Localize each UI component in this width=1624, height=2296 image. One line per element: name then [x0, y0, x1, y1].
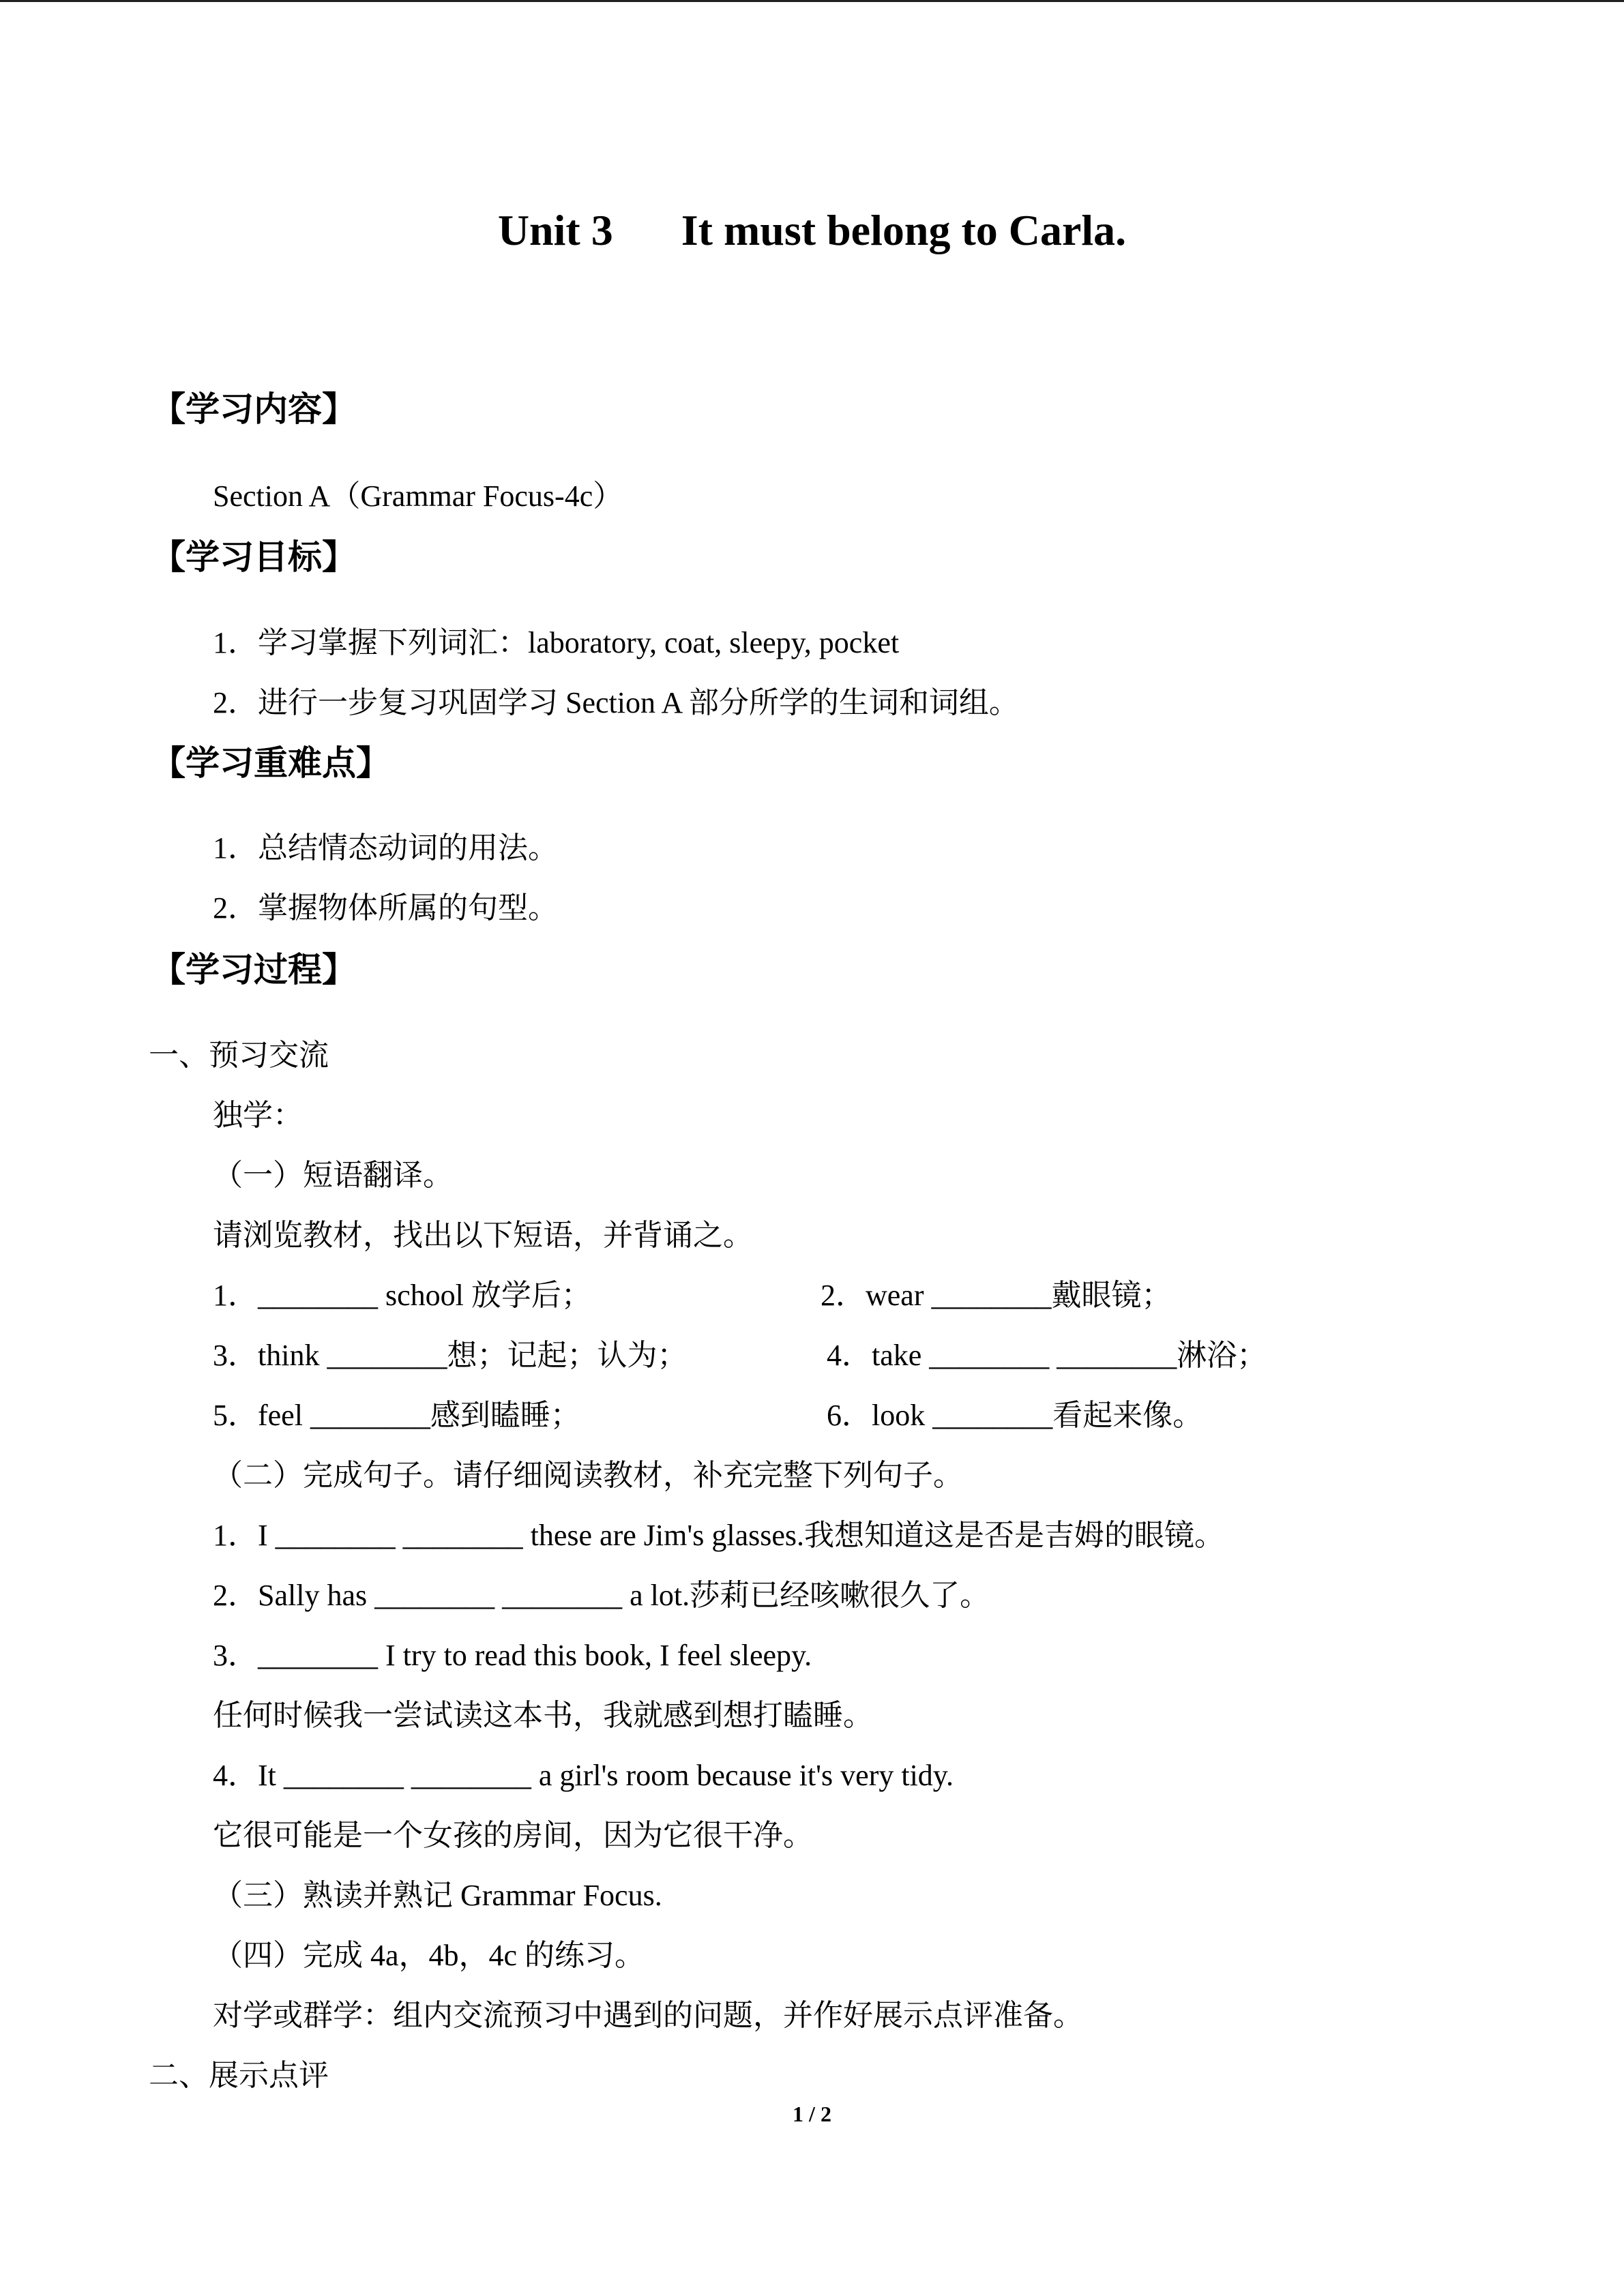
sub2-title: （二）完成句子。请仔细阅读教材，补充完整下列句子。	[213, 1459, 963, 1492]
phrase-item: 1．________ school 放学后；	[213, 1279, 591, 1312]
sentence-item: 1．I ________ ________ these are Jim's glasses.我想知道这是否是吉姆的眼镜。	[213, 1519, 1225, 1552]
page-number: 1 / 2	[793, 2102, 831, 2126]
document-title	[0, 205, 1624, 257]
goal-item: 1．学习掌握下列词汇：laboratory, coat, sleepy, pocket	[213, 626, 900, 659]
sentence-translation: 它很可能是一个女孩的房间，因为它很干净。	[213, 1819, 813, 1852]
phrase-item: 2．wear ________戴眼镜；	[821, 1279, 1172, 1312]
phrase-item: 6．look ________看起来像。	[827, 1399, 1203, 1432]
sub1-instruction: 请浏览教材，找出以下短语，并背诵之。	[213, 1219, 753, 1252]
sentence-item: 3．________ I try to read this book, I feel sleepy.	[213, 1639, 812, 1672]
heading-learning-goals: 【学习目标】	[151, 537, 356, 577]
sub3-title: （三）熟读并熟记 Grammar Focus.	[213, 1879, 662, 1912]
sentence-item: 4．It ________ ________ a girl's room because it's very tidy.	[213, 1759, 954, 1792]
phrase-item: 3．think ________想；记起；认为；	[213, 1339, 688, 1372]
phrase-item: 5．feel ________感到瞌睡；	[213, 1399, 580, 1432]
title-text: It must belong to Carla.	[681, 206, 1127, 254]
top-border-rule	[0, 0, 1624, 2]
sentence-translation: 任何时候我一尝试读这本书，我就感到想打瞌睡。	[213, 1699, 873, 1732]
group-study-note: 对学或群学：组内交流预习中遇到的问题，并作好展示点评准备。	[213, 1999, 1083, 2032]
unit-label: Unit 3	[497, 206, 613, 254]
sentence-item: 2．Sally has ________ ________ a lot.莎莉已经咳嗽很久了。	[213, 1579, 990, 1612]
part2-title: 二、展示点评	[149, 2059, 329, 2092]
heading-key-difficulties: 【学习重难点】	[151, 743, 390, 783]
phrase-item: 4．take ________ ________淋浴；	[827, 1339, 1267, 1372]
sub4-title: （四）完成 4a，4b，4c 的练习。	[213, 1939, 645, 1972]
goal-item: 2．进行一步复习巩固学习 Section A 部分所学的生词和词组。	[213, 686, 1019, 719]
heading-learning-content: 【学习内容】	[151, 389, 356, 429]
part1-title: 一、预习交流	[149, 1039, 329, 1072]
section-range: Section A（Grammar Focus-4c）	[213, 479, 623, 513]
difficulty-item: 1．总结情态动词的用法。	[213, 831, 558, 865]
sub1-title: （一）短语翻译。	[213, 1159, 453, 1192]
difficulty-item: 2．掌握物体所属的句型。	[213, 891, 558, 925]
heading-learning-process: 【学习过程】	[151, 950, 356, 989]
self-study-label: 独学：	[213, 1099, 303, 1132]
